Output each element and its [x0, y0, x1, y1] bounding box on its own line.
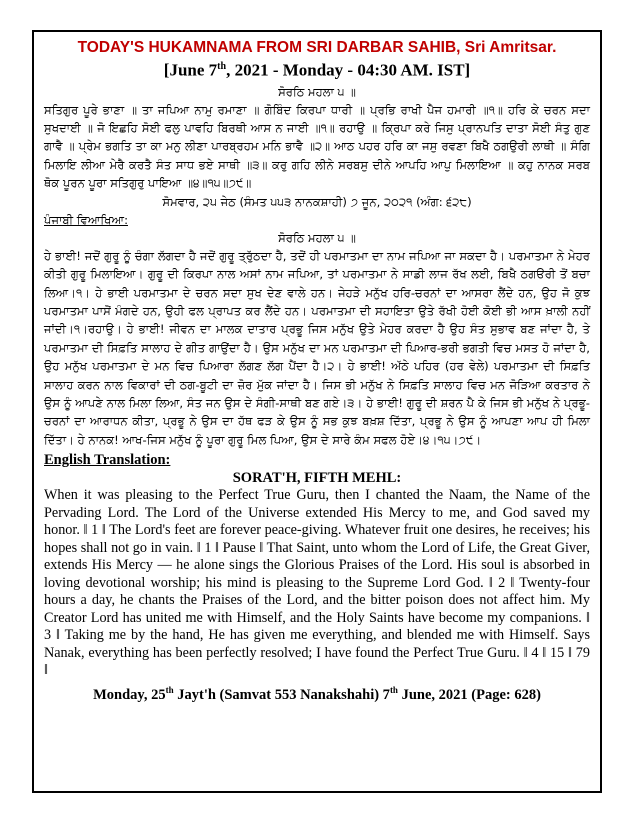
punjabi-explanation: ਹੇ ਭਾਈ! ਜਦੋਂ ਗੁਰੂ ਨੂੰ ਚੰਗਾ ਲੱਗਦਾ ਹੈ ਜਦੋਂ ਗੁਰੂ ਤ੍ਰੁੱਠਦਾ ਹੈ, ਤਦੋਂ ਹੀ ਪਰਮਾਤਮਾ ਦਾ ਨਾਮ ਜਪਿਆ ਜਾ ਸਕਦਾ ਹੈ। ਪਰਮਾਤਮਾ ਨੇ ਮੇਹਰ ਕੀਤੀ ਗੁਰੂ ਮਿਲਾਇਆ। ਗੁਰੂ ਦੀ ਕਿਰਪਾ ਨਾਲ ਅਸਾਂ ਨਾਮ ਜਪਿਆ, ਤਾਂ ਪਰਮਾਤਮਾ ਨੇ ਸਾਡੀ ਲਾਜ ਰੱਖ ਲਈ, ਬਿਖੈ ਠਗੳਰੀ ਤੋਂ ਬਚਾ ਲਿਆ।੧। ਹੇ ਭਾਈ ਪਰਮਾਤਮਾ ਦੇ ਚਰਨ ਸਦਾ ਸੁਖ ਦੇਣ ਵਾਲੇ ਹਨ। ਜੇਹੜੇ ਮਨੁੱਖ ਹਰਿ-ਚਰਨਾਂ ਦਾ ਆਸਰਾ ਲੈਂਦੇ ਹਨ, ਉਹ ਜੋ ਕੁਝ ਪਰਮਾਤਮਾ ਪਾਸੋਂ ਮੰਗਦੇ ਹਨ, ਉਹੀ ਫਲ ਪ੍ਰਾਪਤ ਕਰ ਲੈਂਦੇ ਹਨ। ਪਰਮਾਤਮਾ ਦੀ ਸਹਾਇਤਾ ਉਤੇ ਰੱਖੀ ਹੋਈ ਕੋਈ ਭੀ ਆਸ ਖ਼ਾਲੀ ਨਹੀਂ ਜਾਂਦੀ।੧।ਰਹਾਉ। ਹੇ ਭਾਈ! ਜੀਵਨ ਦਾ ਮਾਲਕ ਦਾਤਾਰ ਪ੍ਰਭੂ ਜਿਸ ਮਨੁੱਖ ਉਤੇ ਮੇਹਰ ਕਰਦਾ ਹੈ ਉਹ ਸੰਤ ਸੁਭਾਵ ਬਣ ਜਾਂਦਾ ਹੈ, ਤੇ ਪਰਮਾਤਮਾ ਦੀ ਸਿਫ਼ਤਿ ਸਾਲਾਹ ਦੇ ਗੀਤ ਗਾਉਂਦਾ ਹੈ। ਉਸ ਮਨੁੱਖ ਦਾ ਮਨ ਪਰਮਾਤਮਾ ਦੀ ਪਿਆਰ-ਭਰੀ ਭਗਤੀ ਵਿਚ ਮਸਤ ਹੋ ਜਾਂਦਾ ਹੈ, ਉਹ ਮਨੁੱਖ ਪਰਮਾਤਮਾ ਦੇ ਮਨ ਵਿਚ ਪਿਆਰਾ ਲੱਗਣ ਲੱਗ ਪੈਂਦਾ ਹੈ।੨। ਹੇ ਭਾਈ! ਅੱਠੇ ਪਹਿਰ (ਹਰ ਵੇਲੇ) ਪਰਮਾਤਮਾ ਦੀ ਸਿਫ਼ਤਿ ਸਾਲਾਹ ਕਰਨ ਨਾਲ ਵਿਕਾਰਾਂ ਦੀ ਠਗ-ਬੂਟੀ ਦਾ ਜ਼ੋਰ ਮੁੱਕ ਜਾਂਦਾ ਹੈ। ਜਿਸ ਭੀ ਮਨੁੱਖ ਨੇ ਸਿਫ਼ਤਿ ਸਾਲਾਹ ਵਿਚ ਮਨ ਜੋੜਿਆ ਕਰਤਾਰ ਨੇ ਉਸ ਨੂੰ ਆਪਣੇ ਨਾਲ ਮਿਲਾ ਲਿਆ, ਸੰਤ ਜਨ ਉਸ ਦੇ ਸੰਗੀ-ਸਾਥੀ ਬਣ ਗਏ।੩। ਹੇ ਭਾਈ! ਗੁਰੂ ਦੀ ਸ਼ਰਨ ਪੈ ਕੇ ਜਿਸ ਭੀ ਮਨੁੱਖ ਨੇ ਪ੍ਰਭੂ-ਚਰਨਾਂ ਦਾ ਆਰਾਧਨ ਕੀਤਾ, ਪ੍ਰਭੂ ਨੇ ਉਸ ਦਾ ਹੱਥ ਫੜ ਕੇ ਉਸ ਨੂੰ ਸਭ ਕੁਝ ਬਖ਼ਸ਼ ਦਿੱਤਾ, ਪ੍ਰਭੂ ਨੇ ਉਸ ਨੂੰ ਆਪਣਾ ਆਪ ਹੀ ਮਿਲਾ ਦਿੱਤਾ। ਹੇ ਨਾਨਕ! ਆਖ-ਜਿਸ ਮਨੁੱਖ ਨੂੰ ਪੂਰਾ ਗੁਰੂ ਮਿਲ ਪਿਆ, ਉਸ ਦੇ ਸਾਰੇ ਕੰਮ ਸਫਲ ਹੋਏ।੪।੧੫।੭੯। [44, 248, 590, 447]
footer-day-sup: th [165, 684, 174, 695]
hukamnama-page [32, 30, 602, 793]
english-section-label: English Translation: [44, 452, 171, 469]
footer-day: Monday, 25 [93, 686, 166, 703]
date-line [44, 57, 590, 81]
english-heading: SORAT'H, FIFTH MEHL: [232, 470, 402, 487]
footer-date-line [44, 681, 590, 704]
footer-mid-sup: th [389, 684, 398, 695]
footer-mid: Jayt'h (Samvat 553 Nanakshahi) 7 [173, 686, 390, 703]
footer-end: June, 2021 (Page: 628) [397, 686, 541, 703]
date-rest: , 2021 - Monday - 04:30 AM. IST] [226, 60, 471, 80]
punjabi-heading: ਸੋਰਠਿ ਮਹਲਾ ੫ ॥ [278, 230, 356, 245]
date-open: [June 7 [163, 60, 218, 80]
english-translation: When it was pleasing to the Perfect True Guru, then I chanted the Naam, the Name of the Pervading Lord. The Lord of the Universe extended His Mercy to me, and God saved my honor. ‖ 1 ‖ The Lord's feet are forever peace-giving. Whatever fruit one desires, he receives; his hopes shall not go in vain. ‖ 1 ‖ Pause ‖ That Saint, unto whom the Lord of Life, the Great Giver, extends His Mercy — he alone sings the Glorious Praises of the Lord. His soul is absorbed in loving devotional worship; his mind is pleasing to the Supreme Lord God. ‖ 2 ‖ Twenty-four hours a day, he chants the Praises of the Lord, and the bitter poison does not affect him. My Creator Lord has united me with Himself, and the Holy Saints have become my companions. ‖ 3 ‖ Taking me by the hand, He has given me everything, and blended me with Himself. Says Nanak, everything has been perfectly resolved; I have found the Perfect True Guru. ‖ 4 ‖ 15 ‖ 79 ‖ [44, 487, 590, 679]
gurbani-text: ਸਤਿਗੁਰ ਪੂਰੇ ਭਾਣਾ ॥ ਤਾ ਜਪਿਆ ਨਾਮੁ ਰਮਾਣਾ ॥ ਗੋਬਿੰਦ ਕਿਰਪਾ ਧਾਰੀ ॥ ਪ੍ਰਭਿ ਰਾਖੀ ਪੈਜ ਹਮਾਰੀ ॥੧॥ ਹਰਿ ਕੇ ਚਰਨ ਸਦਾ ਸੁਖਦਾਈ ॥ ਜੋ ਇਛਹਿ ਸੋਈ ਫਲੁ ਪਾਵਹਿ ਬਿਰਥੀ ਆਸ ਨ ਜਾਈ ॥੧॥ ਰਹਾਉ ॥ ਕ੍ਰਿਪਾ ਕਰੇ ਜਿਸੁ ਪ੍ਰਾਨਪਤਿ ਦਾਤਾ ਸੋਈ ਸੰਤੁ ਗੁਣ ਗਾਵੈ ॥ ਪ੍ਰੇਮ ਭਗਤਿ ਤਾ ਕਾ ਮਨੁ ਲੀਣਾ ਪਾਰਬ੍ਰਹਮ ਮਨਿ ਭਾਵੈ ॥੨॥ ਆਠ ਪਹਰ ਹਰਿ ਕਾ ਜਸੁ ਰਵਣਾ ਬਿਖੈ ਠਗਉਰੀ ਲਾਥੀ ॥ ਸੰਗਿ ਮਿਲਾਇ ਲੀਆ ਮੇਰੈ ਕਰਤੈ ਸੰਤ ਸਾਧ ਭਏ ਸਾਥੀ ॥੩॥ ਕਰੁ ਗਹਿ ਲੀਨੇ ਸਰਬਸੁ ਦੀਨੇ ਆਪਹਿ ਆਪੁ ਮਿਲਾਇਆ ॥ ਕਹੁ ਨਾਨਕ ਸਰਬ ਥੋਕ ਪੂਰਨ ਪੂਰਾ ਸਤਿਗੁਰੁ ਪਾਇਆ ॥੪॥੧੫॥੭੯॥ [44, 102, 590, 191]
gurbani-heading: ਸੋਰਠਿ ਮਹਲਾ ੫ ॥ [278, 84, 356, 99]
punjabi-section-label: ਪੰਜਾਬੀ ਵਿਆਖਿਆ: [44, 212, 128, 227]
date-sup: th [217, 61, 227, 72]
gurbani-date-meta: ਸੋਮਵਾਰ, ੨੫ ਜੇਠ (ਸੰਮਤ ੫੫੩ ਨਾਨਕਸ਼ਾਹੀ) ੭ ਜੂਨ, ੨੦੨੧ (ਅੰਗ: ੬੨੮) [162, 194, 472, 209]
page-title: TODAY'S HUKAMNAMA FROM SRI DARBAR SAHIB, Sri Amritsar. [77, 39, 557, 56]
